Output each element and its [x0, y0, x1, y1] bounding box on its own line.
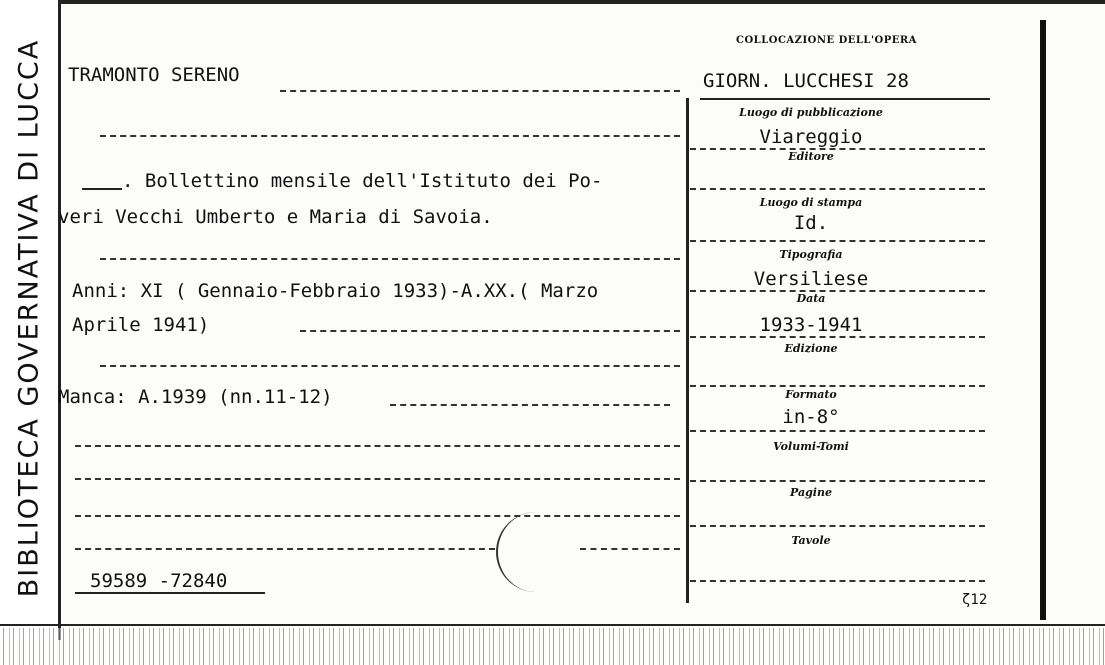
rule — [100, 258, 680, 260]
years-line-1: Anni: XI ( Gennaio-Febbraio 1933)-A.XX.( Marzo — [72, 280, 599, 302]
rule — [690, 188, 985, 190]
inventory-number: 59589 -72840 — [90, 570, 228, 592]
field-label: Luogo di stampa — [759, 196, 863, 209]
rule — [82, 188, 122, 190]
field-value: 1933-1941 — [759, 314, 863, 336]
scan-noise — [0, 628, 1105, 665]
field-label: Luogo di pubblicazione — [739, 106, 883, 119]
rule — [280, 90, 680, 92]
rule — [690, 385, 985, 387]
library-name: BIBLIOTECA GOVERNATIVA DI LUCCA — [13, 38, 45, 598]
missing-issues: Manca: A.1939 (nn.11-12) — [58, 386, 333, 408]
field-label: Pagine — [790, 486, 832, 499]
collocation-number: GIORN. LUCCHESI 28 — [703, 70, 909, 92]
rule — [75, 515, 680, 517]
rule — [300, 330, 680, 332]
rule — [690, 240, 985, 242]
punch-hole-mark — [496, 512, 558, 592]
rule — [75, 478, 680, 480]
years-line-2: Aprile 1941) — [72, 314, 210, 336]
rule — [690, 430, 985, 432]
rule — [690, 480, 985, 482]
field-label: Formato — [785, 388, 837, 401]
field-label: Tavole — [791, 534, 831, 547]
field-label: Data — [796, 292, 826, 305]
rule — [100, 365, 680, 367]
field-value: Versiliese — [753, 268, 869, 290]
card-bottom-border — [0, 624, 1105, 626]
library-spine — [0, 0, 61, 640]
rule — [390, 404, 670, 406]
rule — [75, 592, 265, 594]
description-line-1: . Bollettino mensile dell'Istituto dei Po- — [122, 170, 603, 192]
rule — [75, 445, 680, 447]
field-value: Viareggio — [759, 126, 863, 148]
collocation-underline — [700, 98, 990, 100]
rule — [75, 548, 495, 550]
rule — [690, 580, 985, 582]
rule — [100, 135, 680, 137]
field-value: in-8° — [782, 406, 840, 428]
field-label: Editore — [788, 150, 834, 163]
field-label: Volumi-Tomi — [773, 440, 849, 453]
rule — [690, 336, 985, 338]
card-top-border — [0, 0, 1105, 4]
corner-mark: ζ12 — [962, 592, 988, 608]
field-value: Id. — [793, 212, 829, 234]
card-right-edge — [1040, 20, 1046, 620]
description-line-2: veri Vecchi Umberto e Maria di Savoia. — [58, 206, 493, 228]
field-label: Tipografia — [779, 248, 843, 261]
work-title: TRAMONTO SERENO — [68, 64, 240, 86]
rule — [580, 548, 680, 550]
rule — [690, 525, 985, 527]
collocation-header: COLLOCAZIONE DELL'OPERA — [736, 35, 917, 46]
field-label: Edizione — [784, 342, 838, 355]
